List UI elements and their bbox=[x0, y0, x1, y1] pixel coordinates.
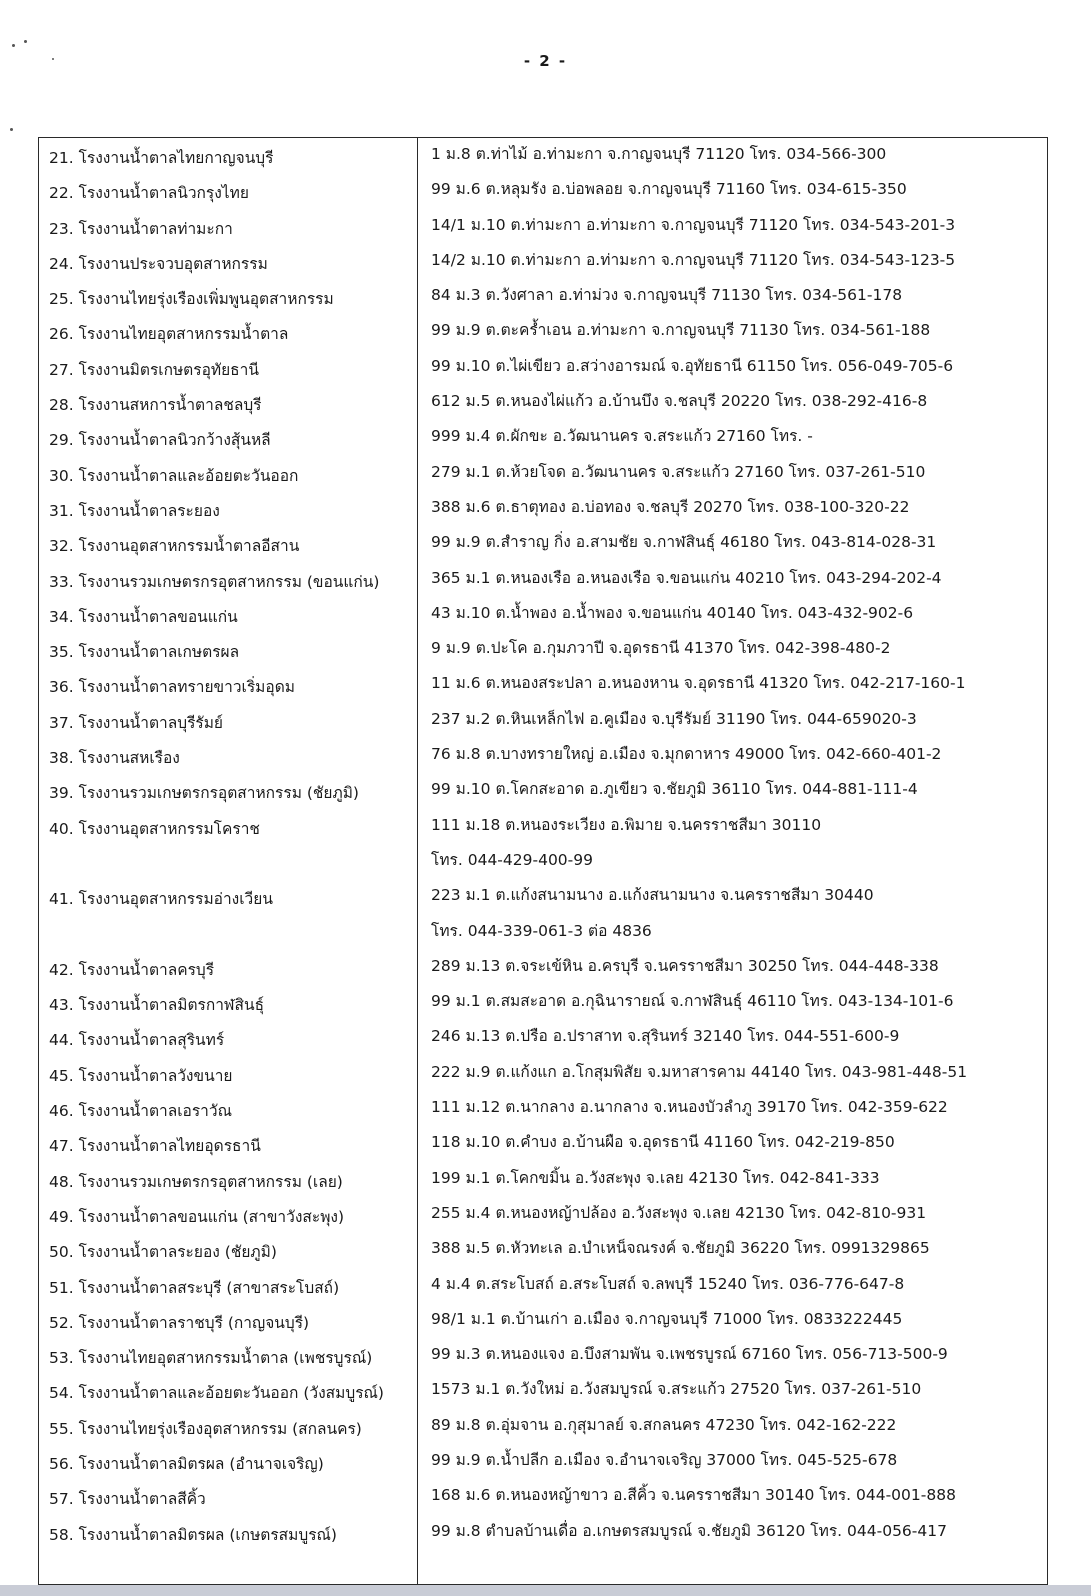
factory-address bbox=[431, 1125, 1041, 1160]
factory-address bbox=[431, 666, 1041, 701]
table-row bbox=[39, 1020, 1047, 1055]
address-line: 99 ม.10 ต.โคกสะอาด อ.ภูเขียว จ.ชัยภูมิ 36110 โทร. 044-881-111-4 bbox=[431, 780, 918, 799]
table-row bbox=[39, 1232, 1047, 1267]
factory-address bbox=[431, 878, 1041, 949]
factory-address bbox=[431, 737, 1041, 772]
table-row bbox=[39, 1479, 1047, 1514]
address-line: 84 ม.3 ต.วังศาลา อ.ท่าม่วง จ.กาญจนบุรี 71130 โทร. 034-561-178 bbox=[431, 286, 903, 305]
table-row bbox=[39, 526, 1047, 561]
factory-address bbox=[431, 208, 1041, 243]
table-row bbox=[39, 1126, 1047, 1161]
factory-name: 37. โรงงานน้ำตาลบุรีรัมย์ bbox=[49, 713, 224, 732]
table-row bbox=[39, 1162, 1047, 1197]
factory-name: 21. โรงงานน้ำตาลไทยกาญจนบุรี bbox=[49, 149, 274, 167]
table-row bbox=[39, 209, 1047, 244]
table-row bbox=[39, 809, 1047, 880]
address-line: 99 ม.8 ตำบลบ้านเดื่อ อ.เกษตรสมบูรณ์ จ.ชัยภูมิ 36120 โทร. 044-056-417 bbox=[431, 1521, 947, 1540]
factory-name: 46. โรงงานน้ำตาลเอราวัณ bbox=[49, 1102, 232, 1121]
address-line: 14/1 ม.10 ต.ท่ามะกา อ.ท่ามะกา จ.กาญจนบุรี 71120 โทร. 034-543-201-3 bbox=[431, 215, 956, 234]
factory-table bbox=[38, 137, 1048, 1585]
address-line: 11 ม.6 ต.หนองสระปลา อ.หนองหาน จ.อุดรธานี 41320 โทร. 042-217-160-1 bbox=[431, 674, 966, 693]
table-row bbox=[39, 385, 1047, 420]
factory-name: 34. โรงงานน้ำตาลขอนแก่น bbox=[49, 607, 238, 626]
factory-name: 38. โรงงานสหเรือง bbox=[49, 749, 180, 768]
factory-address bbox=[431, 1267, 1041, 1302]
address-line: 222 ม.9 ต.แก้งแก อ.โกสุมพิสัย จ.มหาสารคาม 44140 โทร. 043-981-448-51 bbox=[431, 1062, 968, 1081]
factory-address bbox=[431, 1372, 1041, 1407]
table-row bbox=[39, 491, 1047, 526]
factory-name: 28. โรงงานสหการน้ำตาลชลบุรี bbox=[49, 396, 262, 415]
address-line: 89 ม.8 ต.อุ่มจาน อ.กุสุมาลย์ จ.สกลนคร 47230 โทร. 042-162-222 bbox=[431, 1415, 897, 1434]
table-row bbox=[39, 420, 1047, 455]
table-row bbox=[39, 456, 1047, 491]
address-line: 99 ม.1 ต.สมสะอาด อ.กุฉินารายณ์ จ.กาฬสินธุ์ 46110 โทร. 043-134-101-6 bbox=[431, 992, 954, 1011]
factory-name: 32. โรงงานอุตสาหกรรมน้ำตาลอีสาน bbox=[49, 537, 300, 556]
factory-name: 39. โรงงานรวมเกษตรกรอุตสาหกรรม (ชัยภูมิ) bbox=[49, 784, 359, 803]
factory-address bbox=[431, 278, 1041, 313]
factory-name: 25. โรงงานไทยรุ่งเรืองเพิ่มพูนอุตสาหกรรม bbox=[49, 290, 334, 309]
address-line: 99 ม.9 ต.สำราญ กิ่ง อ.สามชัย จ.กาฬสินธุ์ 46180 โทร. 043-814-028-31 bbox=[431, 533, 937, 552]
address-line: 199 ม.1 ต.โคกขมิ้น อ.วังสะพุง จ.เลย 42130 โทร. 042-841-333 bbox=[431, 1168, 880, 1187]
address-line: 999 ม.4 ต.ผักขะ อ.วัฒนานคร จ.สระแก้ว 27160 โทร. - bbox=[431, 427, 813, 446]
factory-name: 58. โรงงานน้ำตาลมิตรผล (เกษตรสมบูรณ์) bbox=[49, 1525, 337, 1544]
table-row bbox=[39, 950, 1047, 985]
factory-name: 29. โรงงานน้ำตาลนิวกว้างสุ้นหลี bbox=[49, 431, 271, 450]
factory-address bbox=[431, 596, 1041, 631]
factory-address bbox=[431, 1196, 1041, 1231]
table-row bbox=[39, 773, 1047, 808]
table-row bbox=[39, 562, 1047, 597]
factory-name: 54. โรงงานน้ำตาลและอ้อยตะวันออก (วังสมบูรณ์) bbox=[49, 1384, 384, 1403]
factory-name: 42. โรงงานน้ำตาลครบุรี bbox=[49, 960, 215, 979]
address-line: 1 ม.8 ต.ท่าไม้ อ.ท่ามะกา จ.กาญจนบุรี 71120 โทร. 034-566-300 bbox=[431, 145, 887, 163]
address-line: 111 ม.18 ต.หนองระเวียง อ.พิมาย จ.นครราชสีมา 30110 bbox=[431, 815, 822, 834]
address-line: 99 ม.9 ต.น้ำปลีก อ.เมือง จ.อำนาจเจริญ 37000 โทร. 045-525-678 bbox=[431, 1450, 898, 1469]
table-row bbox=[39, 1268, 1047, 1303]
factory-name: 57. โรงงานน้ำตาลสีคิ้ว bbox=[49, 1490, 206, 1509]
table-row bbox=[39, 597, 1047, 632]
factory-address bbox=[431, 561, 1041, 596]
factory-name: 31. โรงงานน้ำตาลระยอง bbox=[49, 501, 220, 520]
address-line: 4 ม.4 ต.สระโบสถ์ อ.สระโบสถ์ จ.ลพบุรี 15240 โทร. 036-776-647-8 bbox=[431, 1274, 905, 1293]
address-line: 168 ม.6 ต.หนองหญ้าขาว อ.สีคิ้ว จ.นครราชสีมา 30140 โทร. 044-001-888 bbox=[431, 1486, 956, 1505]
factory-address bbox=[431, 772, 1041, 807]
table-row bbox=[39, 244, 1047, 279]
factory-name: 36. โรงงานน้ำตาลทรายขาวเริ่มอุดม bbox=[49, 678, 295, 697]
table-row bbox=[39, 1056, 1047, 1091]
factory-address bbox=[431, 313, 1041, 348]
table-row bbox=[39, 1091, 1047, 1126]
factory-address bbox=[431, 631, 1041, 666]
address-line: 388 ม.6 ต.ธาตุทอง อ.บ่อทอง จ.ชลบุรี 20270 โทร. 038-100-320-22 bbox=[431, 497, 910, 516]
address-line: 289 ม.13 ต.จระเข้หิน อ.ครบุรี จ.นครราชสีมา 30250 โทร. 044-448-338 bbox=[431, 956, 939, 975]
table-row bbox=[39, 667, 1047, 702]
factory-address bbox=[431, 984, 1041, 1019]
address-line: 237 ม.2 ต.หินเหล็กไฟ อ.คูเมือง จ.บุรีรัมย์ 31190 โทร. 044-659020-3 bbox=[431, 709, 917, 728]
table-row bbox=[39, 1373, 1047, 1408]
address-line: 99 ม.3 ต.หนองแจง อ.บึงสามพัน จ.เพชรบูรณ์ 67160 โทร. 056-713-500-9 bbox=[431, 1345, 948, 1364]
factory-address bbox=[431, 455, 1041, 490]
factory-address bbox=[431, 384, 1041, 419]
factory-name: 43. โรงงานน้ำตาลมิตรกาฬสินธุ์ bbox=[49, 996, 265, 1015]
address-line: 1573 ม.1 ต.วังใหม่ อ.วังสมบูรณ์ จ.สระแก้ว 27520 โทร. 037-261-510 bbox=[431, 1380, 922, 1399]
factory-name: 27. โรงงานมิตรเกษตรอุทัยธานี bbox=[49, 360, 259, 379]
address-line: 98/1 ม.1 ต.บ้านเก่า อ.เมือง จ.กาญจนบุรี 71000 โทร. 0833222445 bbox=[431, 1309, 903, 1328]
table-row bbox=[39, 314, 1047, 349]
table-row bbox=[39, 350, 1047, 385]
address-line: 279 ม.1 ต.ห้วยโจด อ.วัฒนานคร จ.สระแก้ว 27160 โทร. 037-261-510 bbox=[431, 462, 926, 481]
factory-name: 56. โรงงานน้ำตาลมิตรผล (อำนาจเจริญ) bbox=[49, 1454, 324, 1473]
table-row bbox=[39, 1338, 1047, 1373]
factory-address bbox=[431, 702, 1041, 737]
factory-name: 40. โรงงานอุตสาหกรรมโคราช bbox=[49, 819, 260, 838]
table-row bbox=[39, 1303, 1047, 1338]
factory-name: 52. โรงงานน้ำตาลราชบุรี (กาญจนบุรี) bbox=[49, 1313, 310, 1332]
factory-name: 44. โรงงานน้ำตาลสุรินทร์ bbox=[49, 1031, 225, 1050]
address-line: 99 ม.9 ต.ตะคร้ำเอน อ.ท่ามะกา จ.กาญจนบุรี 71130 โทร. 034-561-188 bbox=[431, 321, 931, 340]
factory-address bbox=[431, 1443, 1041, 1478]
address-line: 99 ม.10 ต.ไผ่เขียว อ.สว่างอารมณ์ จ.อุทัยธานี 61150 โทร. 056-049-705-6 bbox=[431, 356, 954, 375]
table-row bbox=[39, 1444, 1047, 1479]
address-line: 255 ม.4 ต.หนองหญ้าปล้อง อ.วังสะพุง จ.เลย 42130 โทร. 042-810-931 bbox=[431, 1203, 927, 1222]
table-row bbox=[39, 879, 1047, 950]
factory-address bbox=[431, 1231, 1041, 1266]
factory-name: 24. โรงงานประจวบอุตสาหกรรม bbox=[49, 254, 268, 273]
factory-name: 41. โรงงานอุตสาหกรรมอ่างเวียน bbox=[49, 890, 273, 909]
factory-address bbox=[431, 525, 1041, 560]
factory-address bbox=[431, 1090, 1041, 1125]
page-number: - 2 - bbox=[523, 52, 568, 70]
table-row bbox=[39, 1515, 1047, 1550]
address-line: 14/2 ม.10 ต.ท่ามะกา อ.ท่ามะกา จ.กาญจนบุรี 71120 โทร. 034-543-123-5 bbox=[431, 250, 956, 269]
factory-name: 50. โรงงานน้ำตาลระยอง (ชัยภูมิ) bbox=[49, 1243, 277, 1262]
address-line: 223 ม.1 ต.แก้งสนามนาง อ.แก้งสนามนาง จ.นครราชสีมา 30440 bbox=[431, 886, 874, 905]
factory-name: 26. โรงงานไทยอุตสาหกรรมน้ำตาล bbox=[49, 325, 289, 344]
factory-address bbox=[431, 1055, 1041, 1090]
factory-address bbox=[431, 1302, 1041, 1337]
address-line: 9 ม.9 ต.ปะโค อ.กุมภวาปี จ.อุดรธานี 41370 โทร. 042-398-480-2 bbox=[431, 639, 891, 658]
factory-name: 30. โรงงานน้ำตาลและอ้อยตะวันออก bbox=[49, 466, 299, 485]
factory-address bbox=[431, 137, 1041, 172]
factory-address bbox=[431, 1408, 1041, 1443]
address-line: 99 ม.6 ต.หลุมรัง อ.บ่อพลอย จ.กาญจนบุรี 71160 โทร. 034-615-350 bbox=[431, 180, 907, 199]
address-line: 388 ม.5 ต.หัวทะเล อ.บำเหน็จณรงค์ จ.ชัยภูมิ 36220 โทร. 0991329865 bbox=[431, 1239, 930, 1258]
factory-name: 33. โรงงานรวมเกษตรกรอุตสาหกรรม (ขอนแก่น) bbox=[49, 572, 380, 591]
table-row bbox=[39, 1409, 1047, 1444]
table-row bbox=[39, 279, 1047, 314]
factory-name: 55. โรงงานไทยรุ่งเรืองอุตสาหกรรม (สกลนคร) bbox=[49, 1419, 362, 1438]
table-row bbox=[39, 738, 1047, 773]
address-line: 612 ม.5 ต.หนองไผ่แก้ว อ.บ้านบึง จ.ชลบุรี 20220 โทร. 038-292-416-8 bbox=[431, 392, 928, 411]
factory-name: 22. โรงงานน้ำตาลนิวกรุงไทย bbox=[49, 184, 249, 203]
factory-name: 23. โรงงานน้ำตาลท่ามะกา bbox=[49, 219, 233, 238]
factory-address bbox=[431, 172, 1041, 207]
address-line: 246 ม.13 ต.ปรือ อ.ปราสาท จ.สุรินทร์ 32140 โทร. 044-551-600-9 bbox=[431, 1027, 900, 1046]
address-line: โทร. 044-429-400-99 bbox=[431, 850, 593, 869]
table-row bbox=[39, 703, 1047, 738]
address-line: 365 ม.1 ต.หนองเรือ อ.หนองเรือ จ.ขอนแก่น 40210 โทร. 043-294-202-4 bbox=[431, 568, 942, 587]
factory-address bbox=[431, 1478, 1041, 1513]
factory-address bbox=[431, 1161, 1041, 1196]
factory-name: 48. โรงงานรวมเกษตรกรอุตสาหกรรม (เลย) bbox=[49, 1172, 343, 1191]
factory-address bbox=[431, 349, 1041, 384]
factory-address bbox=[431, 808, 1041, 879]
address-line: 43 ม.10 ต.น้ำพอง อ.น้ำพอง จ.ขอนแก่น 40140 โทร. 043-432-902-6 bbox=[431, 603, 914, 622]
factory-address bbox=[431, 1019, 1041, 1054]
factory-name: 51. โรงงานน้ำตาลสระบุรี (สาขาสระโบสถ์) bbox=[49, 1278, 340, 1297]
address-line: 76 ม.8 ต.บางทรายใหญ่ อ.เมือง จ.มุกดาหาร 49000 โทร. 042-660-401-2 bbox=[431, 745, 942, 764]
table-row bbox=[39, 173, 1047, 208]
factory-address bbox=[431, 949, 1041, 984]
scan-bottom-edge bbox=[0, 1585, 1091, 1596]
factory-name: 47. โรงงานน้ำตาลไทยอุดรธานี bbox=[49, 1137, 261, 1156]
address-line: 118 ม.10 ต.คำบง อ.บ้านผือ จ.อุดรธานี 41160 โทร. 042-219-850 bbox=[431, 1133, 895, 1152]
table-row bbox=[39, 138, 1047, 173]
factory-address bbox=[431, 490, 1041, 525]
factory-name: 45. โรงงานน้ำตาลวังขนาย bbox=[49, 1066, 233, 1085]
table-row bbox=[39, 1197, 1047, 1232]
address-line: โทร. 044-339-061-3 ต่อ 4836 bbox=[431, 921, 652, 940]
table-row bbox=[39, 632, 1047, 667]
factory-address bbox=[431, 419, 1041, 454]
factory-address bbox=[431, 1514, 1041, 1549]
factory-name: 49. โรงงานน้ำตาลขอนแก่น (สาขาวังสะพุง) bbox=[49, 1207, 345, 1226]
address-line: 111 ม.12 ต.นากลาง อ.นากลาง จ.หนองบัวลำภู 39170 โทร. 042-359-622 bbox=[431, 1098, 948, 1117]
factory-address bbox=[431, 1337, 1041, 1372]
factory-address bbox=[431, 243, 1041, 278]
factory-rows bbox=[39, 138, 1047, 1550]
factory-name: 35. โรงงานน้ำตาลเกษตรผล bbox=[49, 643, 240, 662]
factory-name: 53. โรงงานไทยอุตสาหกรรมน้ำตาล (เพชรบูรณ์) bbox=[49, 1349, 373, 1368]
table-row bbox=[39, 985, 1047, 1020]
